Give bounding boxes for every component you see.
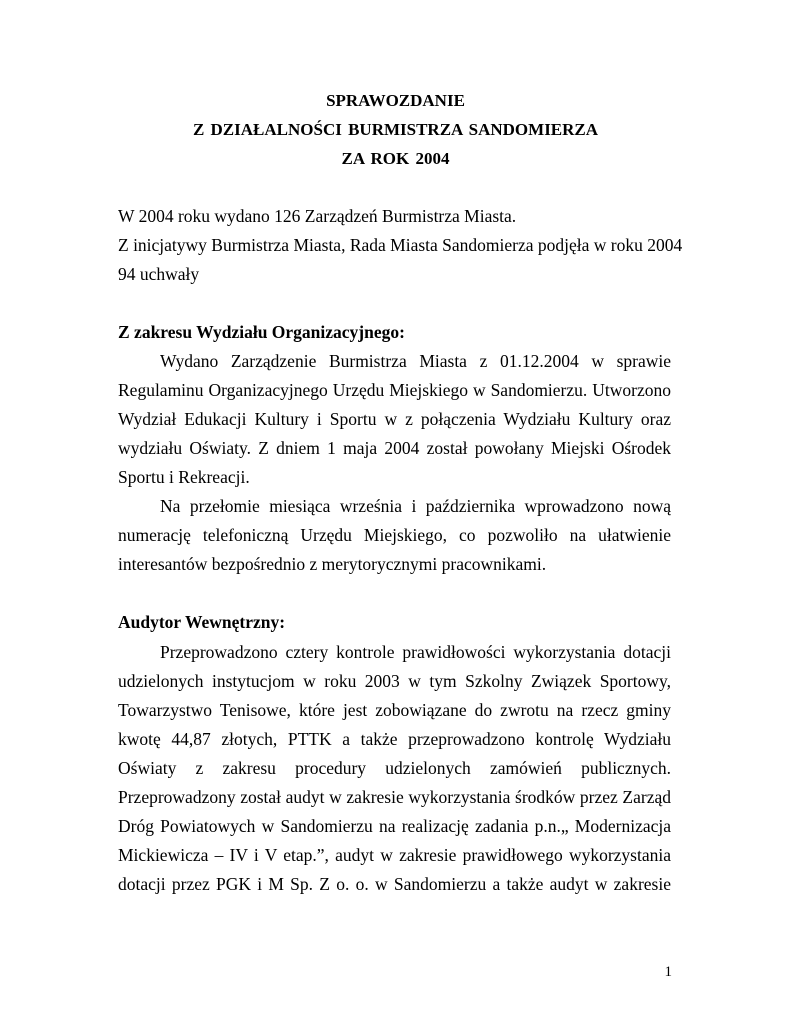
section1-line-2: Regulaminu Organizacyjnego Urzędu Miejskiego w Sandomierzu. Utworzono — [118, 380, 671, 400]
title-line-2: Z DZIAŁALNOŚCI BURMISTRZA SANDOMIERZA — [192, 120, 599, 139]
section1-line-4: wydziału Oświaty. Z dniem 1 maja 2004 został powołany Miejski Ośrodek — [118, 438, 671, 458]
section-heading-organizational: Z zakresu Wydziału Organizacyjnego: — [118, 322, 405, 342]
section1-line-7: numerację telefoniczną Urzędu Miejskiego, co pozwoliło na ułatwienie — [118, 525, 671, 545]
intro-line-1: W 2004 roku wydano 126 Zarządzeń Burmistrza Miasta. — [118, 206, 517, 226]
section2-line-7: Dróg Powiatowych w Sandomierzu na realizację zadania p.n.„ Modernizacja — [118, 816, 671, 836]
title-line-1: SPRAWOZDANIE — [326, 91, 465, 110]
section2-line-8: Mickiewicza – IV i V etap.”, audyt w zakresie prawidłowego wykorzystania — [118, 845, 671, 865]
intro-line-2: Z inicjatywy Burmistrza Miasta, Rada Miasta Sandomierza podjęła w roku 2004 — [118, 235, 683, 255]
section2-line-4: kwotę 44,87 złotych, PTTK a także przeprowadzono kontrolę Wydziału — [118, 729, 671, 749]
section1-line-5: Sportu i Rekreacji. — [118, 467, 250, 487]
section2-line-1: Przeprowadzono cztery kontrole prawidłowości wykorzystania dotacji — [160, 642, 671, 662]
section-heading-auditor: Audytor Wewnętrzny: — [118, 612, 286, 632]
title-line-3: ZA ROK 2004 — [341, 149, 450, 168]
section2-line-9: dotacji przez PGK i M Sp. Z o. o. w Sandomierzu a także audyt w zakresie — [118, 874, 671, 894]
section2-line-6: Przeprowadzony został audyt w zakresie wykorzystania środków przez Zarząd — [118, 787, 671, 807]
section1-line-3: Wydział Edukacji Kultury i Sportu w z połączenia Wydziału Kultury oraz — [118, 409, 671, 429]
section1-line-6: Na przełomie miesiąca września i października wprowadzono nową — [160, 496, 671, 516]
section1-line-1: Wydano Zarządzenie Burmistrza Miasta z 01.12.2004 w sprawie — [160, 351, 671, 371]
document-title — [0, 86, 791, 173]
section2-line-2: udzielonych instytucjom w roku 2003 w tym Szkolny Związek Sportowy, — [118, 671, 671, 691]
section2-line-3: Towarzystwo Tenisowe, które jest zobowiązane do zwrotu na rzecz gminy — [118, 700, 671, 720]
section1-line-8: interesantów bezpośrednio z merytorycznymi pracownikami. — [118, 554, 547, 574]
page-number: 1 — [664, 964, 672, 980]
intro-line-3: 94 uchwały — [118, 264, 200, 284]
section2-line-5: Oświaty z zakresu procedury udzielonych zamówień publicznych. — [118, 758, 671, 778]
